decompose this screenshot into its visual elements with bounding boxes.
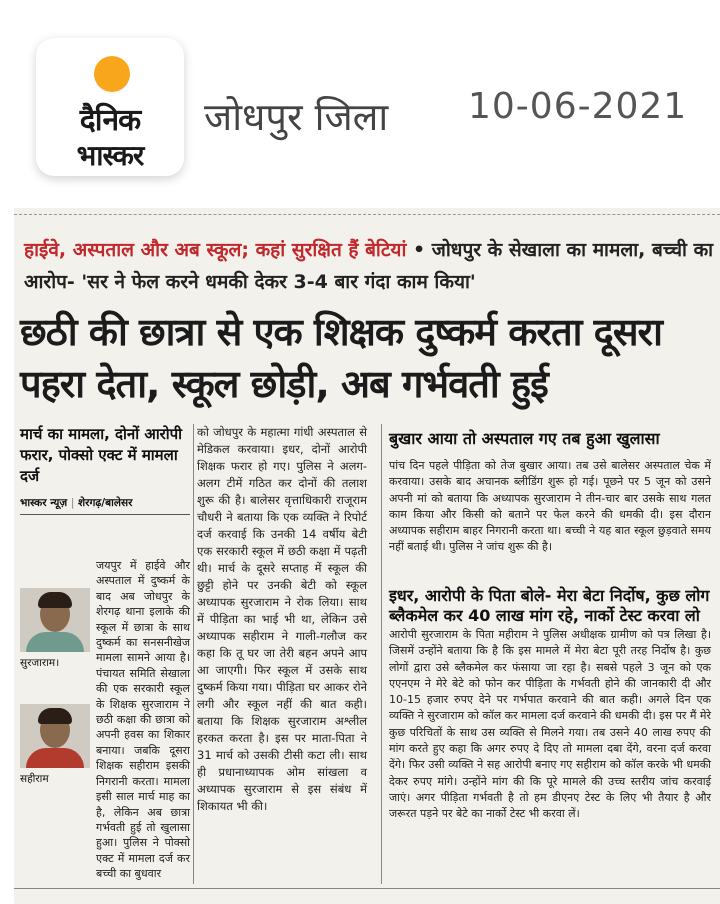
divider [14,888,720,889]
body-col4: आरोपी सुरजाराम के पिता महीराम ने पुलिस अधीक्षक ग्रामीण को पत्र लिखा है। जिसमें उन्होंने बताया कि है कि इस मामले में मेरा बेटा पूरी तरह निर्दोष है। कुछ लोगों द्वारा उसे ब्लैकमेल कर फंसाया जा रहा है। सबसे पहले 3 जून को एक एएनएम ने मेरे बेटे को फोन कर पीड़िता के गर्भवती होने की जानकारी दी और 10-15 हजार रुपए देने पर गर्भपात करवाने की बात कही। अगले दिन एक व्यक्ति ने सुरजाराम को कॉल कर मामला दर्ज करवाने की धमकी दी। इस पर मैं मेरे कुछ परिचितों के साथ उस व्यक्ति से मिलने गया। तब उसने 40 लाख रुपए की मांग करते हुए कहा कि अगर रुपए दे दिए तो मामला दबा देंगे, वरना दर्ज करवा देंगे। फिर उसी व्यक्ति ने सह आरोपी बनाए गए सहीराम को कॉल करके भी धमकी देकर रुपए मांगे। उन्होंने मांग की कि पूरे मामले की उच्च स्तरीय जांच करवाई जाएं। अगर पीड़िता गर्भवती है तो हम डीएनए टेस्ट के लिए भी तैयार है और जरूरत पड़ने पर बेटे का नार्को टेस्ट भी करवा लें। [389,628,711,821]
edition-title: जोधपुर जिला [204,95,389,139]
kicker-red: हाईवे, अस्पताल और अब स्कूल; कहां सुरक्षित हैं बेटियां [24,239,407,261]
headline: छठी की छात्रा से एक शिक्षक दुष्कर्म करता दूसरा पहरा देता, स्कूल छोड़ी, अब गर्भवती हुई [20,310,662,406]
photo-sahiram [20,704,90,768]
divider [14,214,720,215]
kicker [24,234,714,298]
edition-date: 10-06-2021 [468,86,688,127]
photo1-caption: सुरजाराम। [20,657,60,669]
byline-place: शेरगढ़/बालेसर [78,497,133,509]
sun-icon [94,56,130,92]
dainik-bhaskar-logo [36,38,184,176]
app-header [0,0,720,178]
side-headline: मार्च का मामला, दोनों आरोपी फरार, पोक्सो एक्ट में मामला दर्ज [20,425,183,485]
column-divider [193,424,194,884]
subheading-2: इधर, आरोपी के पिता बोले- मेरा बेटा निर्दोष, कुछ लोग ब्लैकमेल कर 40 लाख मांग रहे, नार्को टेस्ट करवा लो [389,586,710,625]
logo-line2: भास्कर [76,139,144,172]
column-divider [381,424,382,884]
byline-source: भास्कर न्यूज़ [20,497,68,509]
subheading-1: बुखार आया तो अस्पताल गए तब हुआ खुलासा [389,429,660,448]
byline: भास्कर न्यूज़ | शेरगढ़/बालेसर [20,496,190,515]
logo-line1: दैनिक [79,103,141,138]
body-col2: को जोधपुर के महात्मा गांधी अस्पताल से मेडिकल करवाया। इधर, दोनों आरोपी शिक्षक फरार हो गए। पुलिस ने अलग-अलग टीमें गठित कर दोनों की तलाश शुरू की है। बालेसर वृत्ताधिकारी राजूराम चौधरी ने बताया कि एक व्यक्ति ने रिपोर्ट दर्ज करवाई कि उनकी 14 वर्षीय बेटी एक सरकारी स्कूल में छठी कक्षा में पढ़ती थी। मार्च के दूसरे सप्ताह में स्कूल की छुट्टी होने पर उनकी बेटी को स्कूल अध्यापक सुरजाराम ने रोक लिया। साथ में पीड़िता का भाई भी था, लेकिन उसे अध्यापक सहीराम ने गाली-गलौज कर कहा कि तू घर जा तेरी बहन अपने आप आ जाएगी। फिर स्कूल में उसके साथ दुष्कर्म किया गया। पीड़िता घर आकर रोने लगी और स्कूल नहीं की बात कही। बताया कि शिक्षक सुरजाराम अश्लील हरकत करता है। इस पर माता-पिता ने 31 मार्च को उसकी टीसी कटा ली। साथ ही प्रधानाध्यापक ओम सांखला व अध्यापक सुरजाराम से इस संबंध में शिकायत भी की। [197,425,367,813]
kicker-rest: • जोधपुर के सेखाला का मामला, बच्ची का आरोप- 'सर ने फेल करने धमकी देकर 3-4 बार गंदा काम किया' [24,239,714,293]
body-col3: पांच दिन पहले पीड़िता को तेज बुखार आया। तब उसे बालेसर अस्पताल चेक में करवाया। उसके बाद अचानक ब्लीडिंग शुरू हो गई। पूछने पर 5 जून को उसने अपनी मां को बताया कि अध्यापक सुरजाराम ने तीन-चार बार उसके साथ गलत काम किया और किसी को बताने पर फेल करने की धमकी दी। इस दौरान अध्यापक सहीराम बाहर निगरानी करता था। बच्ची ने यह बात स्कूल छुड़वाते समय नहीं बताई थी। पुलिस ने जांच शुरू की है। [389,459,711,554]
body-col1: जयपुर में हाईवे और अस्पताल में दुष्कर्म के बाद अब जोधपुर के शेरगढ़ थाना इलाके की स्कूल में छात्रा के साथ दुष्कर्म का सनसनीखेज मामला सामने आया है। पंचायत समिति सेखाला की एक सरकारी स्कूल के शिक्षक सुरजाराम ने छठी कक्षा की छात्रा को अपनी हवस का शिकार बनाया। जबकि दूसरा शिक्षक सहीराम इसकी निगरानी करता। मामला इसी साल मार्च माह का है, लेकिन अब छात्रा गर्भवती हुई तो खुलासा हुआ। पुलिस ने पोक्सो एक्ट में मामला दर्ज कर बच्ची का बुधवार [96,559,190,881]
photo-surjaram [20,588,90,652]
photo2-caption: सहीराम [20,773,49,785]
